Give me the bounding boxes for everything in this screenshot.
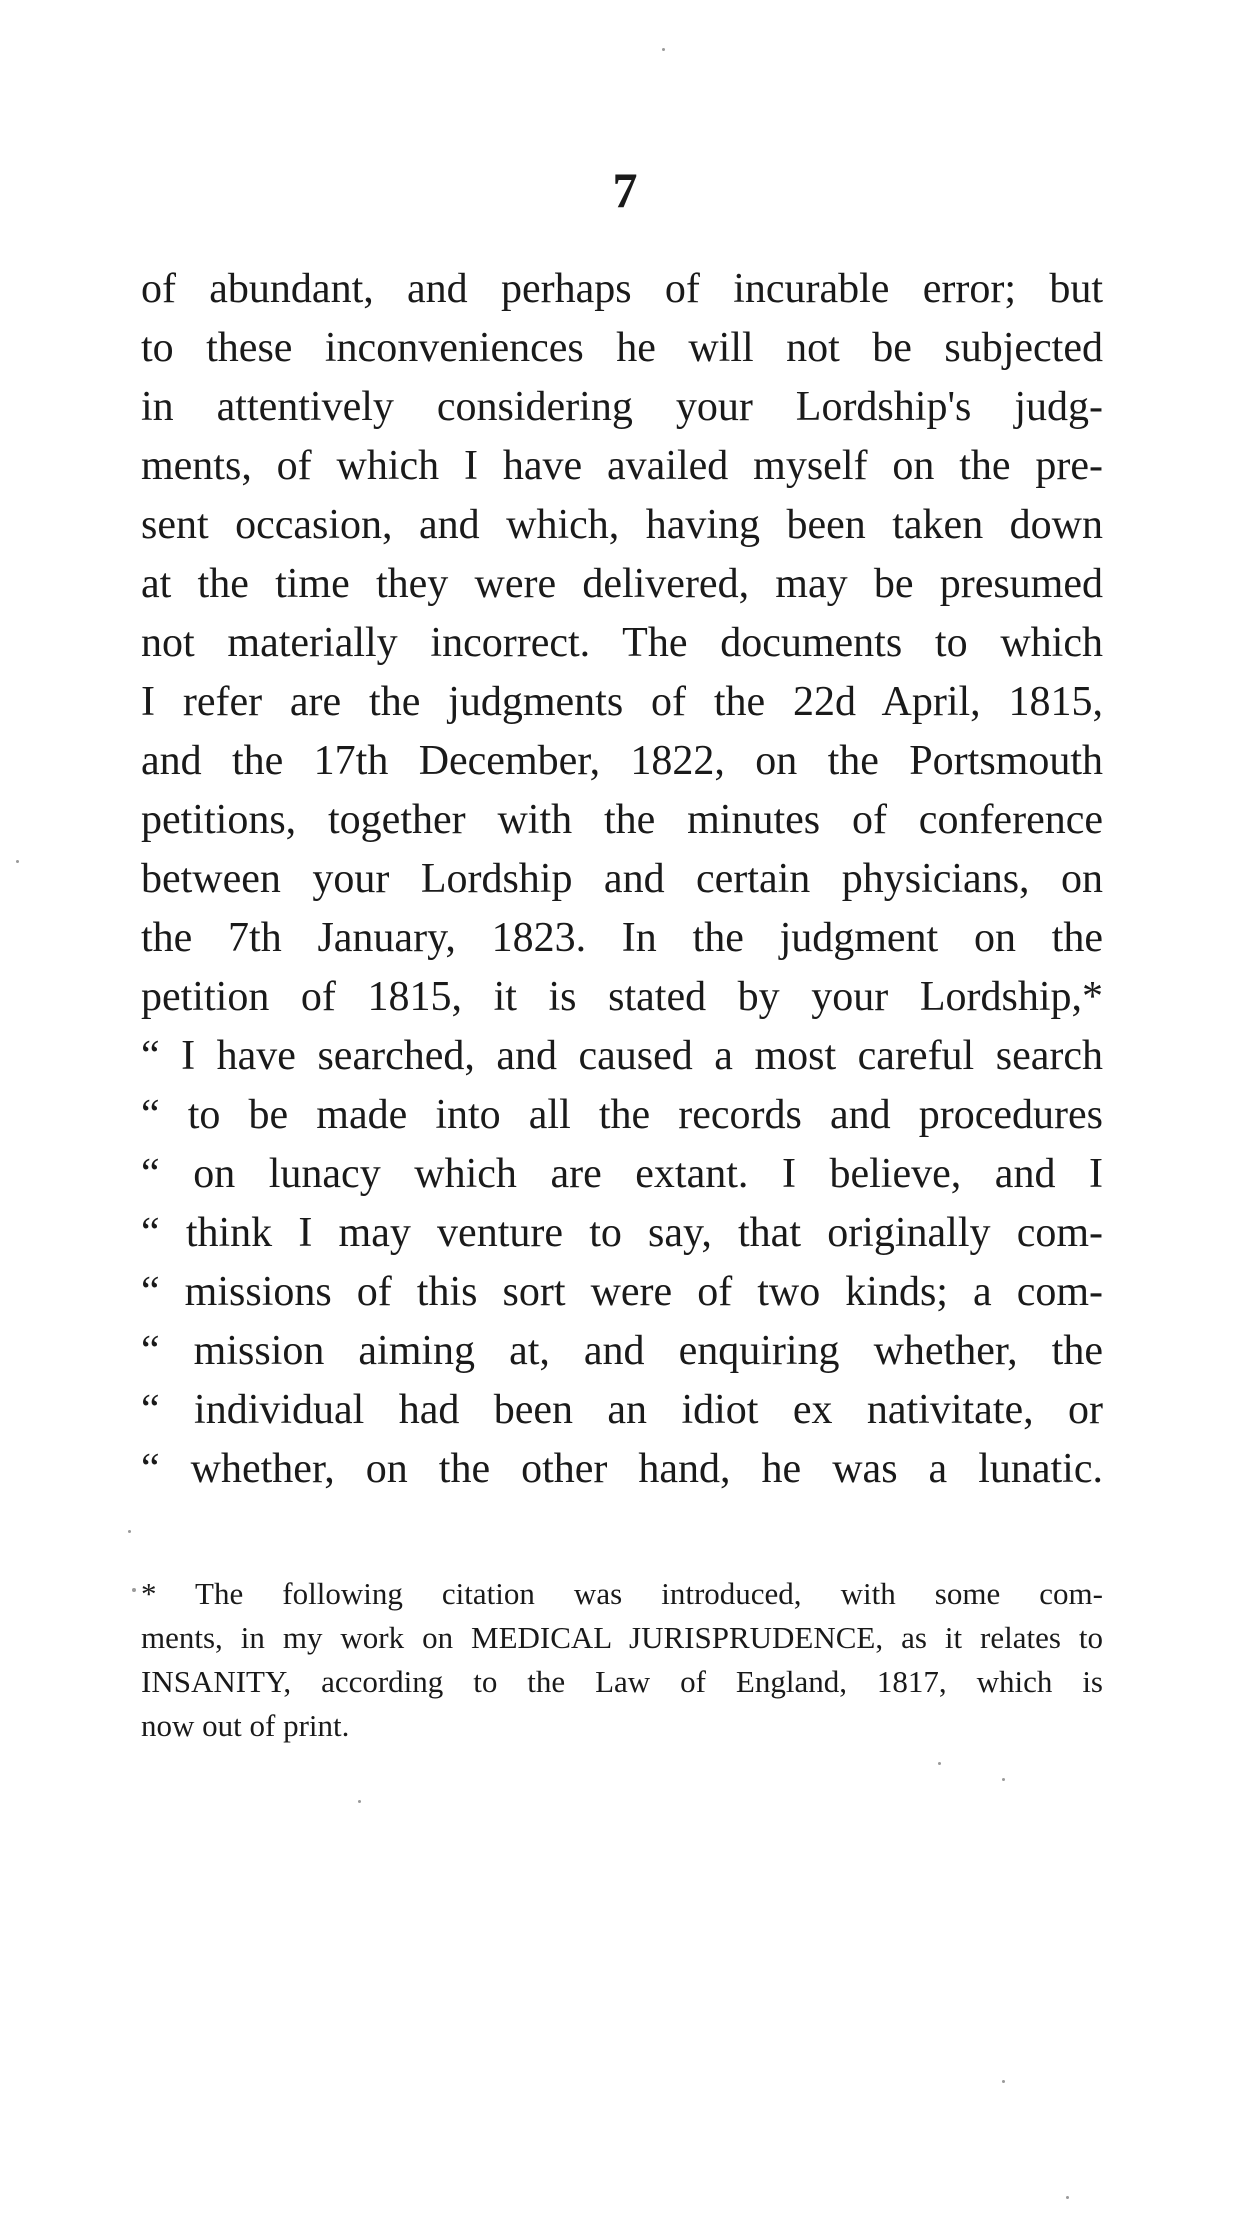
body-line: “ to be made into all the records and procedures (141, 1092, 1103, 1138)
scan-speck (1002, 2080, 1005, 2083)
scan-speck (1066, 2196, 1069, 2199)
body-line: “ think I may venture to say, that originally com- (141, 1210, 1103, 1256)
scan-speck (938, 1762, 941, 1765)
body-line: “ individual had been an idiot ex nativitate, or (141, 1387, 1103, 1433)
body-line: and the 17th December, 1822, on the Portsmouth (141, 738, 1103, 784)
page-number: 7 (612, 162, 638, 218)
body-line: petition of 1815, it is stated by your Lordship,* (141, 974, 1103, 1020)
body-line: ments, of which I have availed myself on the pre- (141, 443, 1103, 489)
body-line: “ I have searched, and caused a most careful search (141, 1033, 1103, 1079)
body-line: petitions, together with the minutes of conference (141, 797, 1103, 843)
footnote-line: INSANITY, according to the Law of England, 1817, which is (141, 1664, 1103, 1699)
footnote-line: ments, in my work on MEDICAL JURISPRUDENCE, as it relates to (141, 1620, 1103, 1655)
body-line: of abundant, and perhaps of incurable error; but (141, 266, 1103, 312)
scan-speck (1002, 1778, 1005, 1781)
footnote-line: now out of print. (141, 1708, 350, 1743)
scan-speck (16, 860, 19, 863)
body-text (141, 260, 1103, 1499)
scan-speck (662, 48, 665, 51)
body-line: “ mission aiming at, and enquiring whether, the (141, 1328, 1103, 1374)
footnote (141, 1572, 1103, 1748)
body-line: in attentively considering your Lordship's judg- (141, 384, 1103, 430)
scan-speck (358, 1800, 361, 1803)
body-line: to these inconveniences he will not be subjected (141, 325, 1103, 371)
body-line: “ on lunacy which are extant. I believe, and I (141, 1151, 1103, 1197)
body-line: not materially incorrect. The documents to which (141, 620, 1103, 666)
scan-speck (128, 1530, 131, 1533)
scan-speck (132, 1588, 136, 1592)
body-line: at the time they were delivered, may be presumed (141, 561, 1103, 607)
body-line: I refer are the judgments of the 22d April, 1815, (141, 679, 1103, 725)
body-line: the 7th January, 1823. In the judgment on the (141, 915, 1103, 961)
body-line: “ missions of this sort were of two kinds; a com- (141, 1269, 1103, 1315)
body-line: “ whether, on the other hand, he was a lunatic. (141, 1446, 1103, 1492)
body-line: between your Lordship and certain physicians, on (141, 856, 1103, 902)
footnote-line: * The following citation was introduced, with some com- (141, 1576, 1103, 1611)
body-line: sent occasion, and which, having been taken down (141, 502, 1103, 548)
